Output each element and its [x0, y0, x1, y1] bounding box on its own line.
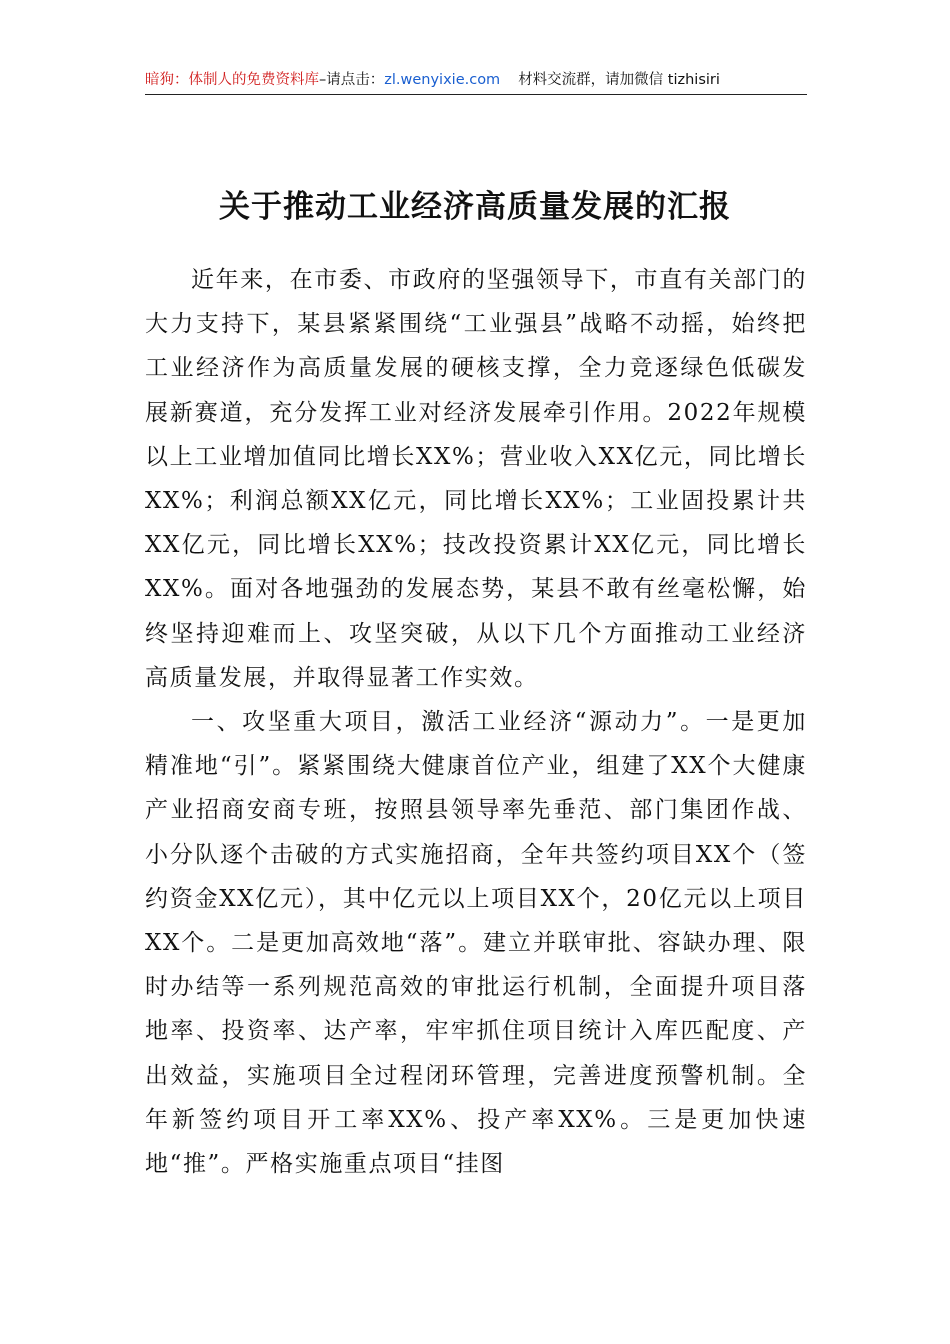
header-brand: 暗狗：体制人的免费资料库	[145, 72, 319, 88]
header-divider	[145, 94, 807, 95]
document-title: 关于推动工业经济高质量发展的汇报	[219, 188, 731, 225]
header-prompt: –请点击：	[319, 72, 385, 88]
document-body	[145, 258, 807, 1186]
header-link[interactable]: zl.wenyixie.com	[384, 72, 501, 88]
paragraph-section-one: 一、攻坚重大项目，激活工业经济“源动力”。一是更加精准地“引”。紧紧围绕大健康首位产业，组建了XX个大健康产业招商安商专班，按照县领导率先垂范、部门集团作战、小分队逐个击破的方式实施招商，全年共签约项目XX个（签约资金XX亿元），其中亿元以上项目XX个，20亿元以上项目XX个。二是更加高效地“落”。建立并联审批、容缺办理、限时办结等一系列规范高效的审批运行机制，全面提升项目落地率、投资率、达产率，牢牢抓住项目统计入库匹配度、产出效益，实施项目全过程闭环管理，完善进度预警机制。全年新签约项目开工率XX%、投产率XX%。三是更加快速地“推”。严格实施重点项目“挂图	[145, 709, 807, 1178]
page-header	[145, 68, 807, 92]
header-contact: 材料交流群，请加微信 tizhisiri	[518, 72, 720, 88]
paragraph-intro: 近年来，在市委、市政府的坚强领导下，市直有关部门的大力支持下，某县紧紧围绕“工业强县”战略不动摇，始终把工业经济作为高质量发展的硬核支撑，全力竞逐绿色低碳发展新赛道，充分发挥工业对经济发展牵引作用。2022年规模以上工业增加值同比增长XX%；营业收入XX亿元，同比增长XX%；利润总额XX亿元，同比增长XX%；工业固投累计共XX亿元，同比增长XX%；技改投资累计XX亿元，同比增长XX%。面对各地强劲的发展态势，某县不敢有丝毫松懈，始终坚持迎难而上、攻坚突破，从以下几个方面推动工业经济高质量发展，并取得显著工作实效。	[145, 267, 807, 691]
